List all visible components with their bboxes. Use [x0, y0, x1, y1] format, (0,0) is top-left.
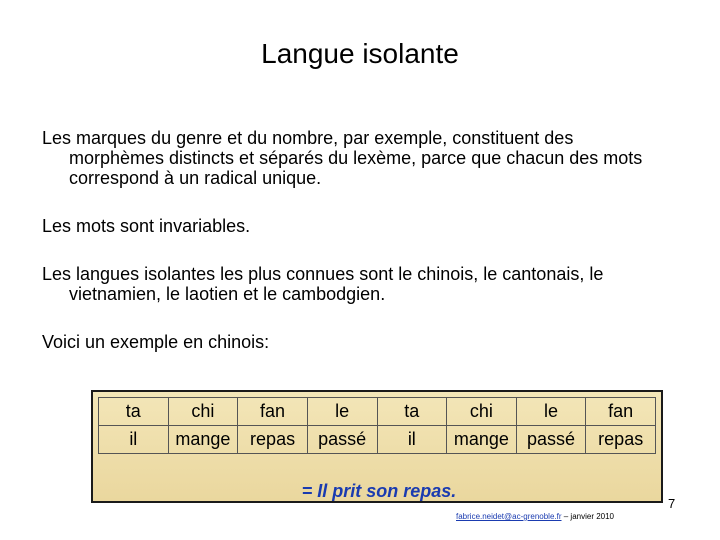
- table-cell: repas: [238, 426, 308, 454]
- example-translation: = Il prit son repas.: [301, 481, 457, 501]
- table-cell: mange: [447, 426, 517, 454]
- paragraph-first-line: Les langues isolantes les plus connues sont le chinois, le cantonais, le: [42, 264, 604, 284]
- footer: [456, 512, 614, 521]
- table-cell: passé: [516, 426, 586, 454]
- example-table: [98, 397, 656, 454]
- paragraph-continuation: vietnamien, le laotien et le cambodgien.: [69, 284, 386, 304]
- table-cell: il: [99, 426, 169, 454]
- table-cell: mange: [168, 426, 238, 454]
- paragraph-languages: [42, 264, 682, 304]
- table-cell: le: [516, 398, 586, 426]
- table-cell: chi: [168, 398, 238, 426]
- table-cell: le: [307, 398, 377, 426]
- footer-email-link[interactable]: fabrice.neidet@ac-grenoble.fr: [456, 512, 562, 521]
- table-cell: passé: [307, 426, 377, 454]
- paragraph-example-intro: [42, 332, 682, 352]
- paragraph-first-line: Les marques du genre et du nombre, par exemple, constituent des: [42, 128, 574, 148]
- paragraph-continuation: morphèmes distincts et séparés du lexème, parce que chacun des mots correspond à un radical unique.: [69, 148, 643, 188]
- table-row-pinyin: [99, 398, 656, 426]
- table-cell: fan: [586, 398, 656, 426]
- slide-title: Langue isolante: [261, 38, 459, 69]
- chinese-example-box: [91, 390, 663, 503]
- table-cell: ta: [377, 398, 447, 426]
- paragraph-first-line: Voici un exemple en chinois:: [42, 332, 270, 352]
- table-cell: fan: [238, 398, 308, 426]
- page-number: 7: [668, 496, 676, 511]
- table-row-gloss: [99, 426, 656, 454]
- paragraph-morphemes: [42, 128, 682, 188]
- table-cell: chi: [447, 398, 517, 426]
- table-cell: ta: [99, 398, 169, 426]
- table-cell: repas: [586, 426, 656, 454]
- table-cell: il: [377, 426, 447, 454]
- footer-date: – janvier 2010: [561, 512, 614, 521]
- paragraph-first-line: Les mots sont invariables.: [42, 216, 251, 236]
- paragraph-invariable: [42, 216, 682, 236]
